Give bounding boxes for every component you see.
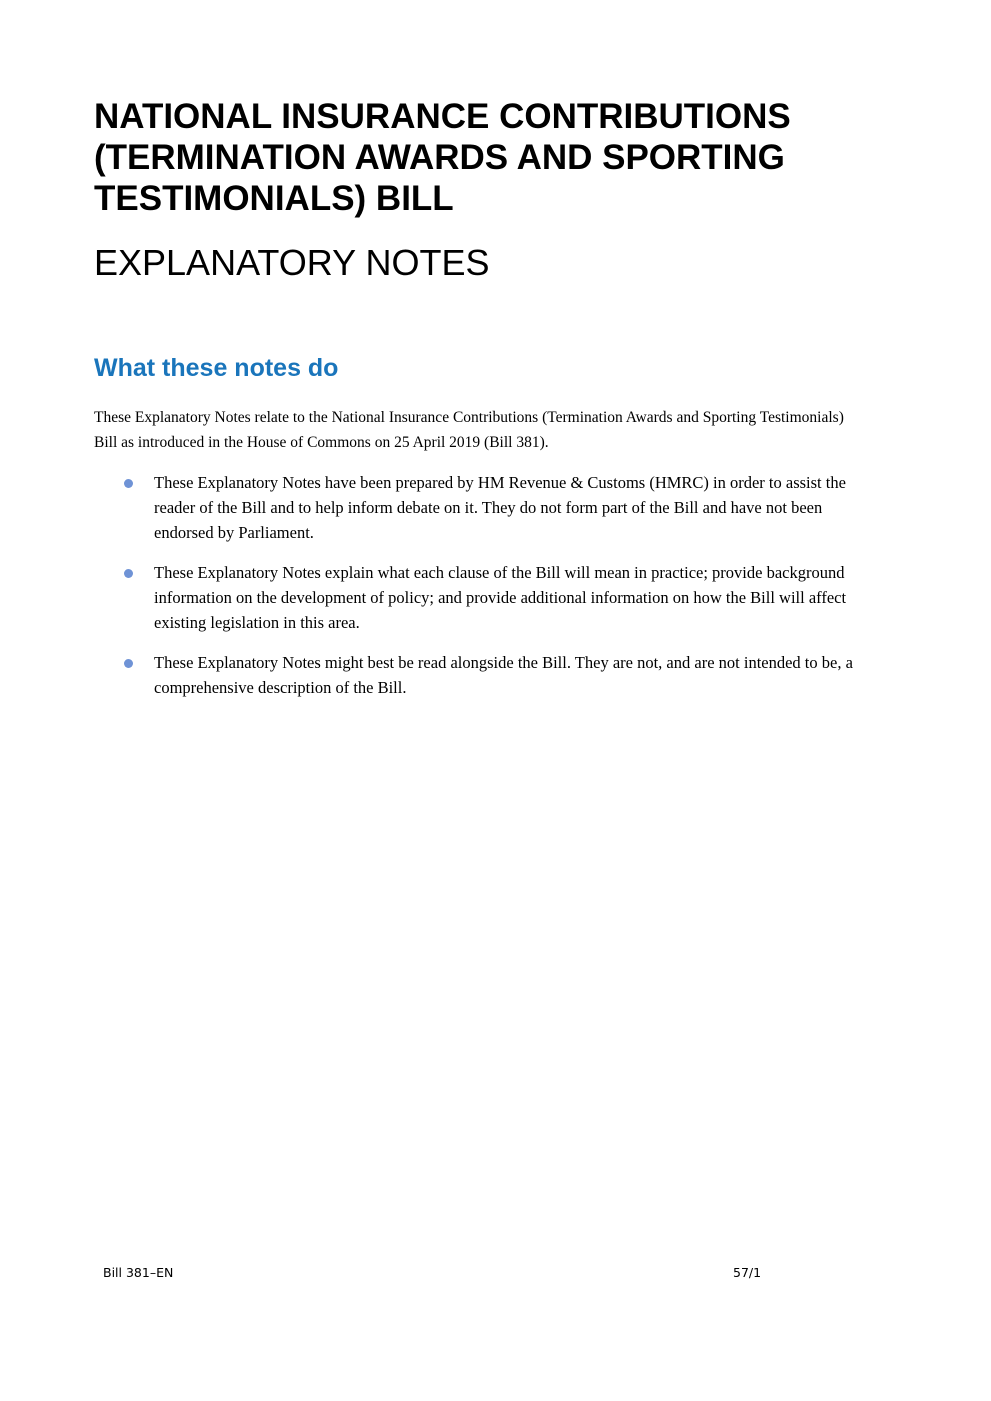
bullet-dot-icon bbox=[124, 659, 133, 668]
bullet-dot-icon bbox=[124, 479, 133, 488]
bullet-text: These Explanatory Notes have been prepared by HM Revenue & Customs (HMRC) in order to assist the reader of the Bill and to help inform debate on it. They do not form part of the Bill and have not been endorsed by Parliament. bbox=[154, 473, 846, 542]
bill-title: NATIONAL INSURANCE CONTRIBUTIONS (TERMINATION AWARDS AND SPORTING TESTIMONIALS) BILL bbox=[94, 97, 791, 218]
bullet-list bbox=[0, 470, 991, 715]
intro-paragraph: These Explanatory Notes relate to the National Insurance Contributions (Termination Awards and Sporting Testimonials) Bill as introduced in the House of Commons on 25 April 2019 (Bill 381). bbox=[94, 409, 844, 451]
bullet-item bbox=[0, 650, 991, 700]
bullet-item bbox=[0, 560, 991, 635]
bullet-item bbox=[0, 470, 991, 545]
bullet-text: These Explanatory Notes explain what each clause of the Bill will mean in practice; provide background information on the development of policy; and provide additional information on how the Bill will affect existing legislation in this area. bbox=[154, 563, 847, 632]
footer-bill-reference: Bill 381–EN bbox=[103, 1265, 174, 1280]
bullet-text: These Explanatory Notes might best be read alongside the Bill. They are not, and are not intended to be, a comprehensive description of the Bill. bbox=[154, 653, 853, 697]
document-subtitle: EXPLANATORY NOTES bbox=[94, 242, 490, 283]
bullet-dot-icon bbox=[124, 569, 133, 578]
section-heading: What these notes do bbox=[94, 354, 339, 382]
footer-page-reference: 57/1 bbox=[733, 1265, 762, 1280]
